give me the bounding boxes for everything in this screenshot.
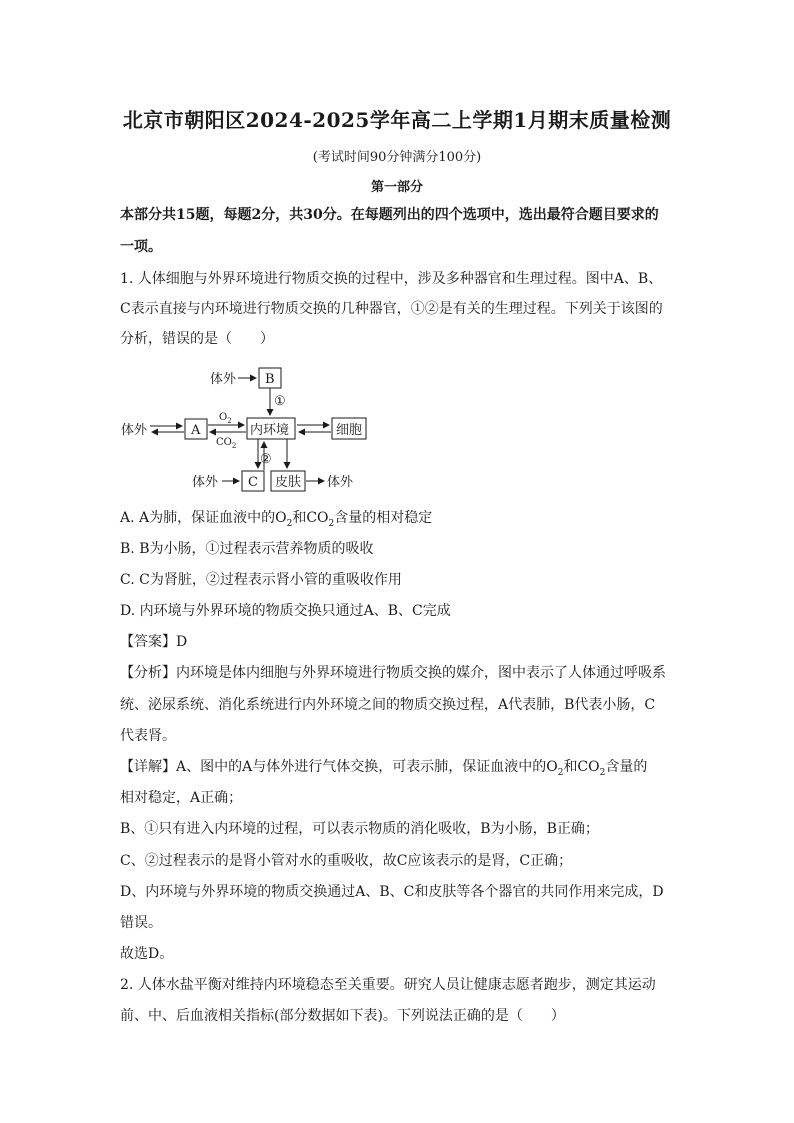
q2-stem-line-1: 2. 人体水盐平衡对维持内环境稳态至关重要。研究人员让健康志愿者跑步，测定其运动 <box>120 977 656 993</box>
label-inner-environment: 内环境 <box>250 423 290 438</box>
q1-stem-line-1: 1. 人体细胞与外界环境进行物质交换的过程中，涉及多种器官和生理过程。图中A、B、 <box>120 271 663 287</box>
label-cell: 细胞 <box>336 423 363 438</box>
exam-info: (考试时间90分钟满分100分) <box>312 150 482 165</box>
instructions-line-1: 本部分共15题，每题2分，共30分。在每题列出的四个选项中，选出最符合题目要求的 <box>120 207 659 223</box>
q1-detail-line-3: B、①只有进入内环境的过程，可以表示物质的消化吸收，B为小肠，B正确； <box>120 821 599 837</box>
part-heading: 第一部分 <box>370 180 423 195</box>
instructions-line-2: 一项。 <box>120 239 162 255</box>
q1-detail-line-5: D、内环境与外界环境的物质交换通过A、B、C和皮肤等各个器官的共同作用来完成，D <box>120 884 664 900</box>
q1-detail-line-1: 【详解】A、图中的A与体外进行气体交换，可表示肺，保证血液中的$O_2$和$CO_2$含量的 <box>120 759 648 778</box>
page-title: 北京市朝阳区2024-2025学年高二上学期1月期末质量检测 <box>122 108 672 132</box>
q1-option-b: B. B为小肠，①过程表示营养物质的吸收 <box>120 541 374 557</box>
q1-stem-line-3: 分析，错误的是（ ） <box>120 331 274 347</box>
q1-detail-line-4: C、②过程表示的是肾小管对水的重吸收，故C应该表示的是肾，C正确； <box>120 853 573 869</box>
process-1-label: ① <box>274 394 286 409</box>
process-2-label: ② <box>260 452 272 467</box>
q1-option-a: A. A为肺，保证血液中的$O_2$和$CO_2$含量的相对稳定 <box>120 510 433 529</box>
q1-answer: 【答案】D <box>120 634 188 650</box>
label-o2: $O_2$ <box>219 412 232 425</box>
label-co2: $CO_2$ <box>216 437 237 450</box>
label-a: A <box>191 423 201 438</box>
q1-option-d: D. 内环境与外界环境的物质交换只通过A、B、C完成 <box>120 603 451 619</box>
q2-stem-line-2: 前、中、后血液相关指标(部分数据如下表)。下列说法正确的是（ ） <box>120 1008 565 1024</box>
q1-analysis-line-1: 【分析】内环境是体内细胞与外界环境进行物质交换的媒介，图中表示了人体通过呼吸系 <box>120 665 666 681</box>
label-c: C <box>248 475 258 490</box>
label-skin: 皮肤 <box>275 475 302 490</box>
label-outside-right: 体外 <box>327 475 354 490</box>
label-outside-bottom: 体外 <box>192 475 219 490</box>
label-outside-top: 体外 <box>210 372 237 387</box>
q1-diagram <box>118 362 378 498</box>
q1-option-c: C. C为肾脏，②过程表示肾小管的重吸收作用 <box>120 572 402 588</box>
q1-detail-line-2: 相对稳定，A正确； <box>120 790 243 806</box>
label-outside-left: 体外 <box>121 423 148 438</box>
q1-analysis-line-2: 统、泌尿系统、消化系统进行内外环境之间的物质交换过程，A代表肺，B代表小肠，C <box>120 697 656 713</box>
q1-stem-line-2: C表示直接与内环境进行物质交换的几种器官，①②是有关的生理过程。下列关于该图的 <box>120 301 663 317</box>
q1-detail-line-6: 错误。 <box>120 915 162 931</box>
q1-choose: 故选D。 <box>120 946 174 962</box>
q1-analysis-line-3: 代表肾。 <box>120 728 176 744</box>
label-b: B <box>265 372 275 387</box>
